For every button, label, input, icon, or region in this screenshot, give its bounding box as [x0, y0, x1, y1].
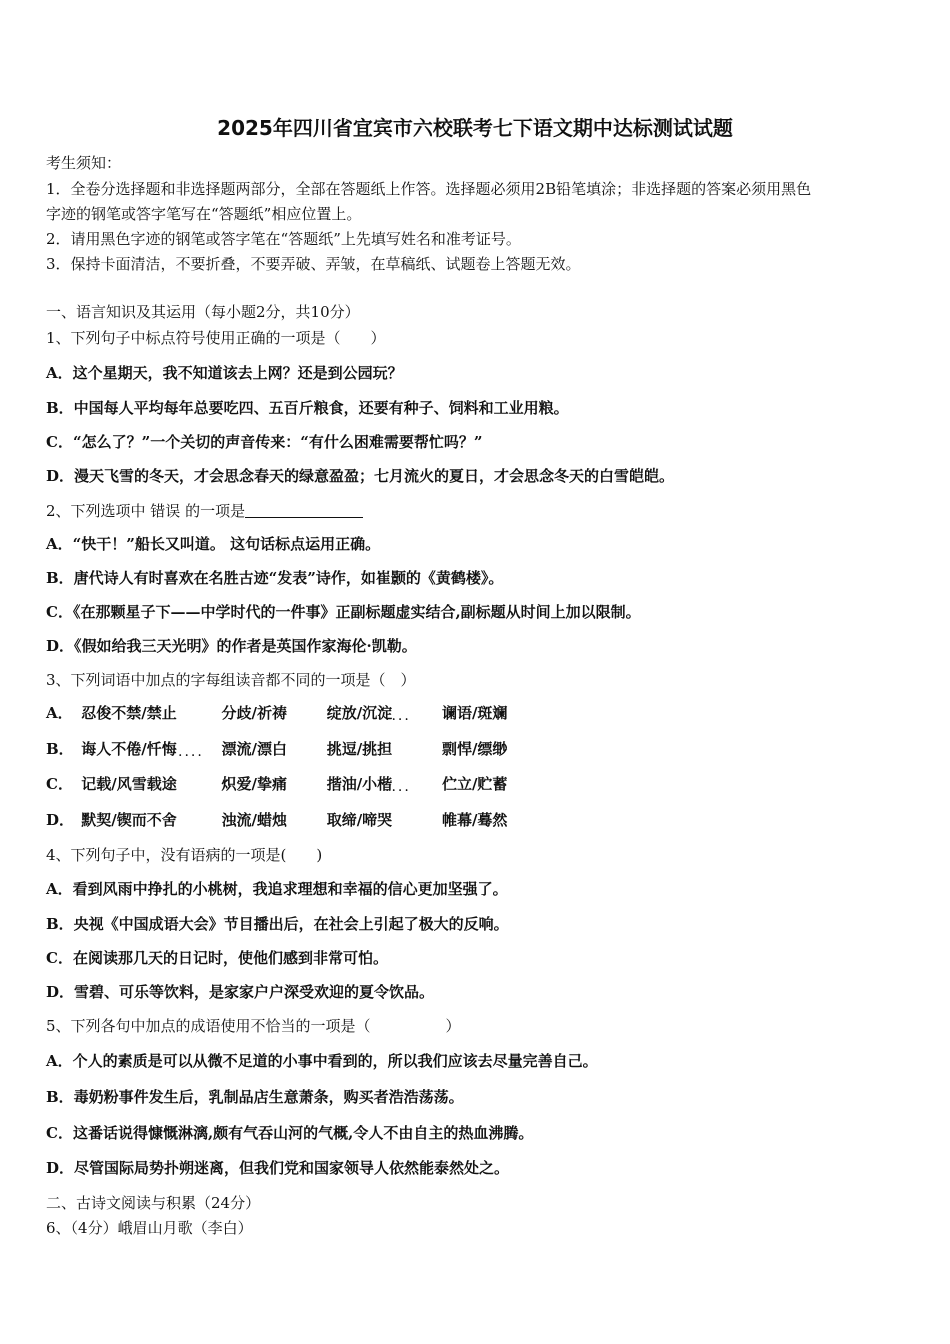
option-label: D． [46, 811, 75, 829]
page-title: 2025年四川省宜宾市六校联考七下语文期中达标测试试题 [217, 116, 733, 140]
option-text: D．漫天飞雪的冬天，才会思念春天的绿意盈盈；七月流火的夏日，才会思念冬天的白雪皑皑。 [46, 467, 675, 485]
option-text: A．看到风雨中挣扎的小桃树，我追求理想和幸福的信心更加坚强了。 [46, 880, 508, 898]
option-text: A．这个星期天，我不知道该去上网？还是到公园玩？ [46, 364, 403, 382]
word-pair: 记载/风雪载途 [81, 775, 177, 793]
emphasis-dots: .... [178, 744, 204, 760]
option-text: B．央视《中国成语大会》节目播出后，在社会上引起了极大的反响。 [46, 915, 509, 933]
word-pair: 取缔/啼哭 [326, 811, 393, 829]
option-text: D．雪碧、可乐等饮料，是家家户户深受欢迎的夏令饮品。 [46, 983, 435, 1001]
word-pair: 帷幕/蓦然 [441, 811, 508, 829]
word-pair: 诲人不倦/忏悔 [81, 740, 177, 758]
question-stem: 6、（4分）峨眉山月歌（李白） [46, 1219, 253, 1237]
option-text: B．唐代诗人有时喜欢在名胜古迹“发表”诗作，如崔颢的《黄鹤楼》。 [46, 569, 504, 587]
word-row [46, 702, 507, 723]
word-pair: 炽爱/挚痛 [221, 775, 287, 793]
option-text: C．在阅读那几天的日记时，使他们感到非常可怕。 [46, 949, 388, 967]
word-pair: 默契/锲而不舍 [81, 811, 177, 829]
notice-item: 1．全卷分选择题和非选择题两部分，全部在答题纸上作答。选择题必须用2B铅笔填涂；非选择题的答案必须用黑色 [46, 180, 812, 198]
word-pair: 剽悍/缥缈 [441, 740, 508, 758]
option-text: C．《在那颗星子下——中学时代的一件事》正副标题虚实结合,副标题从时间上加以限制。 [46, 603, 641, 621]
option-text: D．《假如给我三天光明》的作者是英国作家海伦·凯勒。 [46, 637, 417, 655]
option-label: A． [46, 704, 73, 722]
option-text: D．尽管国际局势扑朔迷离，但我们党和国家领导人依然能泰然处之。 [46, 1159, 510, 1177]
question-stem: 2、下列选项中 错误 的一项是 [46, 502, 246, 520]
word-pair: 伫立/贮蓄 [441, 775, 508, 793]
section-heading: 二、古诗文阅读与积累（24分） [46, 1194, 261, 1212]
word-pair: 绽放/沉淀 [326, 704, 393, 722]
option-text: C．这番话说得慷慨淋漓,颇有气吞山河的气概,令人不由自主的热血沸腾。 [46, 1124, 534, 1142]
word-pair: 谰语/斑斓 [441, 704, 508, 722]
emphasis-dots: .... [385, 708, 411, 724]
emphasis-dots: .... [385, 779, 411, 795]
word-pair: 浊流/蜡烛 [221, 811, 287, 829]
notice-item: 3．保持卡面清洁，不要折叠，不要弄破、弄皱，在草稿纸、试题卷上答题无效。 [46, 255, 581, 273]
option-text: A．“快干！”船长又叫道。 这句话标点运用正确。 [46, 535, 381, 553]
notice-heading: 考生须知： [46, 154, 122, 172]
word-row [46, 738, 507, 759]
notice-item: 字迹的钢笔或答字笔写在“答题纸”相应位置上。 [46, 205, 362, 223]
section-heading: 一、语言知识及其运用（每小题2分，共10分） [46, 303, 360, 321]
option-label: C． [46, 775, 73, 793]
question-stem: 5、下列各句中加点的成语使用不恰当的一项是（ ） [46, 1017, 461, 1035]
option-text: B．中国每人平均每年总要吃四、五百斤粮食，还要有种子、饲料和工业用粮。 [46, 399, 569, 417]
option-text: C．“怎么了？”一个关切的声音传来：“有什么困难需要帮忙吗？” [46, 433, 483, 451]
notice-item: 2．请用黑色字迹的钢笔或答字笔在“答题纸”上先填写姓名和准考证号。 [46, 230, 521, 248]
option-text: B．毒奶粉事件发生后，乳制品店生意萧条，购买者浩浩荡荡。 [46, 1088, 464, 1106]
question-row [46, 500, 363, 521]
answer-blank [245, 503, 363, 518]
word-pair: 忍俊不禁/禁止 [81, 704, 177, 722]
word-pair: 挑逗/挑担 [326, 740, 393, 758]
option-label: B． [46, 740, 74, 758]
word-pair: 漂流/漂白 [221, 740, 287, 758]
word-row [46, 773, 507, 794]
word-pair: 揩油/小楷 [326, 775, 393, 793]
question-stem: 1、下列句子中标点符号使用正确的一项是（ ） [46, 329, 386, 347]
question-stem: 3、下列词语中加点的字每组读音都不同的一项是（ ） [46, 671, 416, 689]
option-text: A．个人的素质是可以从微不足道的小事中看到的，所以我们应该去尽量完善自己。 [46, 1052, 598, 1070]
question-stem: 4、下列句子中，没有语病的一项是( ) [46, 846, 323, 864]
word-row [46, 809, 507, 830]
word-pair: 分歧/祈祷 [221, 704, 287, 722]
